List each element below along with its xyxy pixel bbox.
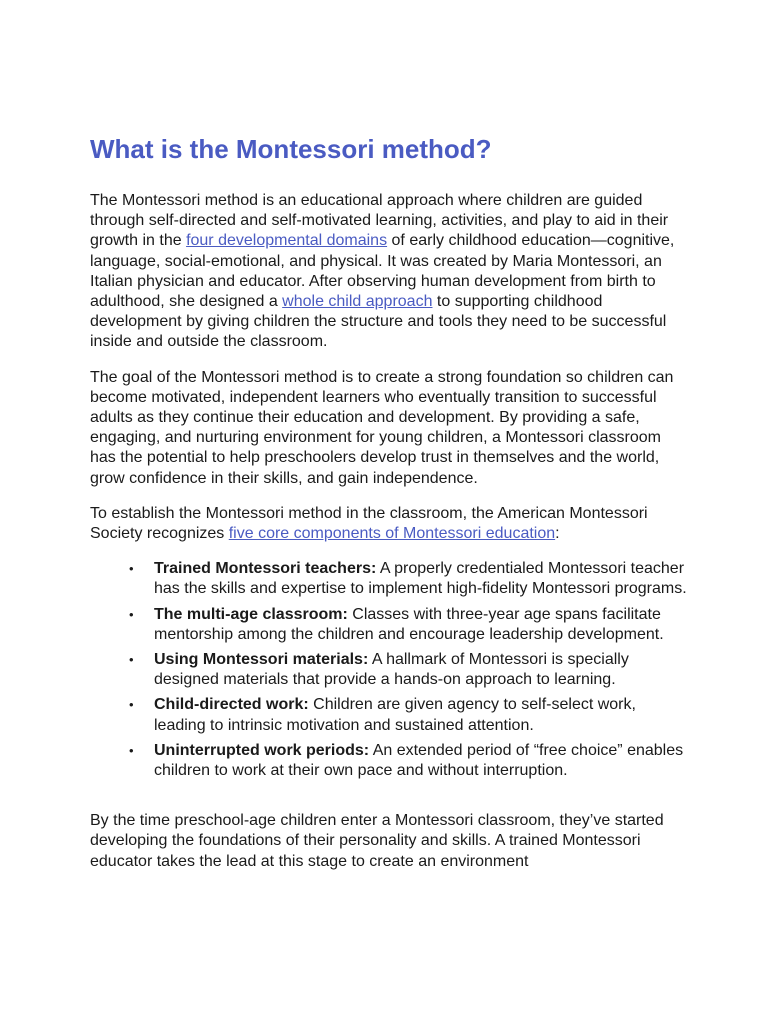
bullet-glyph: • <box>129 606 134 622</box>
list-item-desc: An extended period of “free choice” enables children to work at their own pace and without interruption. <box>154 741 684 780</box>
whole-child-approach-link[interactable]: whole child approach <box>282 293 433 311</box>
components-intro-paragraph <box>90 504 690 544</box>
list-item-term: The multi-age classroom: <box>154 605 348 623</box>
intro-text-1: The Montessori method is an educational approach where children are guided through self-directed and self-motivated learning, activities, and play to aid in their growth in the <box>90 192 669 250</box>
bullet-glyph: • <box>129 697 134 713</box>
list-item-child-directed-work <box>129 695 690 735</box>
intro-paragraph <box>90 191 690 353</box>
article <box>90 131 690 887</box>
list-item-desc: Classes with three-year age spans facilitate mentorship among the children and encourage leadership development. <box>154 605 664 643</box>
preschool-paragraph: By the time preschool-age children enter a Montessori classroom, they’ve started developing the foundations of their personality and skills. A trained Montessori educator takes the lead at this stage to create an environment <box>90 812 664 870</box>
intro-text-3: to supporting childhood development by giving children the structure and tools they need to be successful inside and outside the classroom. <box>90 293 667 351</box>
components-list <box>90 559 690 781</box>
list-item-term: Uninterrupted work periods: <box>154 741 370 759</box>
list-item-term: Using Montessori materials: <box>154 651 369 669</box>
four-developmental-domains-link[interactable]: four developmental domains <box>186 232 388 250</box>
list-item-montessori-materials <box>129 650 690 690</box>
list-item-desc: Children are given agency to self-select work, leading to intrinsic motivation and sustained attention. <box>154 696 636 734</box>
list-item-uninterrupted-work-periods <box>129 741 690 781</box>
list-item-desc: A hallmark of Montessori is specially designed materials that provide a hands-on approach to learning. <box>154 651 629 689</box>
list-item-term: Child-directed work: <box>154 696 309 714</box>
article-title: What is the Montessori method? <box>90 134 492 164</box>
bullet-glyph: • <box>129 561 134 577</box>
list-item-desc: A properly credentialed Montessori teacher has the skills and expertise to implement high-fidelity Montessori programs. <box>154 560 687 598</box>
list-item-trained-teachers <box>129 559 690 599</box>
goal-paragraph: The goal of the Montessori method is to create a strong foundation so children can become motivated, independent learners who eventually transition to successful adults as they continue their education and development. By providing a safe, engaging, and nurturing environment for young children, a Montessori classroom has the potential to help preschoolers develop trust in themselves and the world, grow confidence in their skills, and gain independence. <box>90 368 674 487</box>
bullet-glyph: • <box>129 742 134 758</box>
list-item-multi-age-classroom <box>129 605 690 645</box>
list-item-term: Trained Montessori teachers: <box>154 560 377 578</box>
components-intro-text-2: : <box>555 525 560 543</box>
bullet-glyph: • <box>129 652 134 668</box>
intro-text-2: of early childhood education—cognitive, language, social-emotional, and physical. It was created by Maria Montessori, an Italian physician and educator. After observing human development from birth to adulthood, she designed a <box>90 232 675 311</box>
five-core-components-link[interactable]: five core components of Montessori education <box>228 525 556 543</box>
components-intro-text-1: To establish the Montessori method in the classroom, the American Montessori Society recognizes <box>90 504 648 543</box>
